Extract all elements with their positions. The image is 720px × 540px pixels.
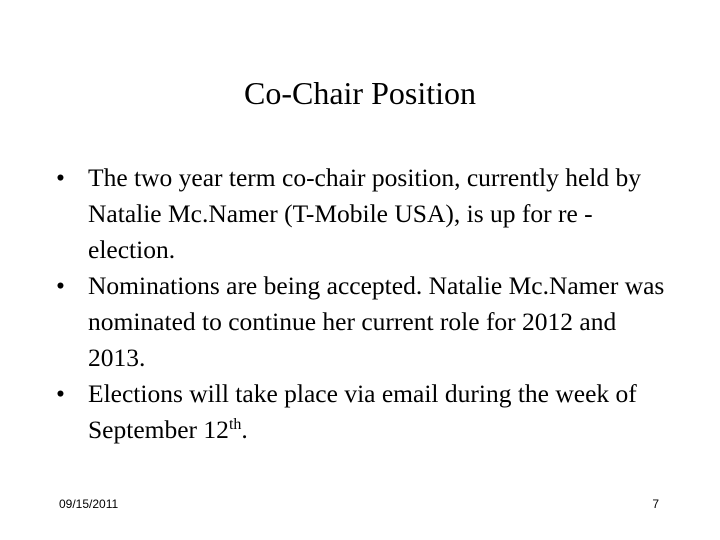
bullet-item xyxy=(54,160,674,268)
slide-title: Co-Chair Position xyxy=(243,75,476,111)
bullet-text: The two year term co-chair position, currently held by Natalie Mc.Namer (T-Mobile USA), is up for re -election. xyxy=(88,163,642,264)
slide-number: 7 xyxy=(652,497,659,511)
bullet-dot-icon: • xyxy=(56,379,65,408)
bullet-item xyxy=(54,268,674,376)
footer-date: 09/15/2011 xyxy=(59,497,119,511)
bullet-dot-icon: • xyxy=(56,163,65,192)
bullet-item xyxy=(54,376,674,448)
bullet-text xyxy=(88,379,637,444)
bullet-text-end: . xyxy=(241,415,248,444)
ordinal-suffix: th xyxy=(228,416,242,433)
bullet-text: Nominations are being accepted. Natalie Mc.Namer was nominated to continue her current role for 2012 and 2013. xyxy=(88,271,665,372)
bullet-list xyxy=(54,160,674,448)
bullet-text-main: Elections will take place via email during the week of September 12 xyxy=(88,379,637,444)
bullet-dot-icon: • xyxy=(56,271,65,300)
